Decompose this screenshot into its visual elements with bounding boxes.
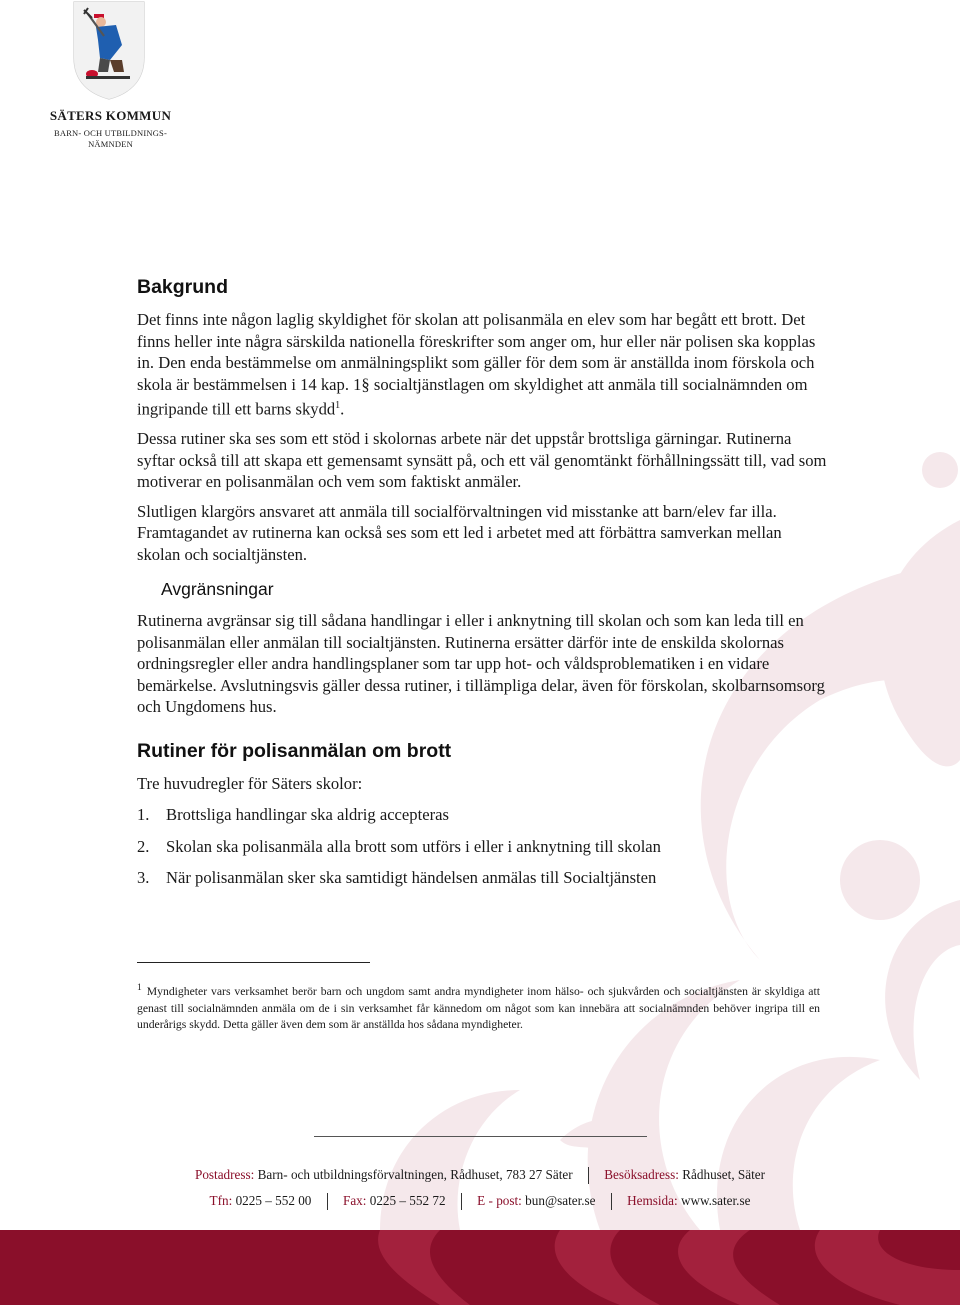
footer-divider (314, 1136, 647, 1137)
document-body (137, 276, 827, 899)
list-item: 2. Skolan ska polisanmäla alla brott som utförs i eller i anknytning till skolan (137, 836, 661, 856)
heading-avgransningar: Avgränsningar (161, 579, 274, 600)
heading-bakgrund: Bakgrund (137, 276, 229, 298)
phone-number: 0225 – 552 00 (235, 1193, 312, 1208)
heading-rutiner: Rutiner för polisanmälan om brott (137, 739, 452, 762)
municipality-logo (48, 0, 173, 155)
email-link[interactable]: bun@sater.se (525, 1193, 596, 1208)
footer-decorative-band (0, 1230, 960, 1305)
paragraph-purpose: Dessa rutiner ska ses som ett stöd i skolornas arbete när det uppstår brottsliga gärningar. Rutinerna syftar också till att skapa ett gemensamt synsätt på, och ett väl genomtänkt förhållningssätt till, vad som motiverar en polisanmälan och vem som faktiskt anmäler. (137, 429, 827, 492)
footnote: $^1$ Myndigheter vars verksamhet berör barn och ungdom samt andra myndigheter inom hälso- och sjukvården och socialtjänsten är skyldiga att genast till socialnämnden anmäla om de i sin verksamhet får kännedom om något som kan innebära att socialnämnden behöver ingripa till en underårigs skydd. Detta gäller även dem som är anställda hos sådana myndigheter. (137, 983, 820, 1031)
footer-separator (611, 1193, 612, 1210)
footnote-divider (137, 962, 370, 963)
org-subtitle: BARN- OCH UTBILDNINGS- NÄMNDEN (53, 128, 167, 149)
list-item: 3. När polisanmälan sker ska samtidigt händelsen anmälas till Socialtjänsten (137, 868, 657, 888)
org-name: SÄTERS KOMMUN (49, 108, 172, 123)
footnote-reference[interactable]: 1 (335, 400, 341, 411)
paragraph-background: Det finns inte någon laglig skyldighet för skolan att polisanmäla en elev som har begått ett brott. Det finns heller inte några särskilda nationella föreskrifter som anger om, hur eller när polisen ska kopplas in. Den enda bestämmelse om anmälningsplikt som gäller för dem som är anställda inom förskola och skola är bestämmelsen i 14 kap. 1§ socialtjänstlagen om skyldighet att anmäla till socialnämnden om ingripande till ett barns skydd$^1$. (137, 310, 816, 419)
rules-intro: Tre huvudregler för Säters skolor: (137, 773, 363, 793)
footer-separator (588, 1167, 589, 1184)
paragraph-scope: Rutinerna avgränsar sig till sådana handlingar i eller i anknytning till skolan och som kan leda till en polisanmälan eller anmälan till socialtjänsten. Rutinerna ersätter därför inte de enskilda skolornas ordningsregler eller andra handlingsplaner som tar upp hot- och våldsproblematiken i en vidare bemärkelse. Avslutningsvis gäller dessa rutiner, i tillämpliga delar, även för förskolan, skolbarnsomsorg och Ungdomens hus. (137, 611, 825, 717)
coat-of-arms-miner-icon (70, 0, 148, 100)
fax-number: 0225 – 552 72 (369, 1193, 446, 1208)
rules-list (137, 804, 827, 889)
footer-contact-line: Tfn: 0225 – 552 00 Fax: 0225 – 552 72 E - post: bun@sater.se Hemsida: www.sater.se (0, 1193, 960, 1210)
footer-separator (327, 1193, 328, 1210)
website-link[interactable]: www.sater.se (680, 1193, 751, 1208)
list-item: 1. Brottsliga handlingar ska aldrig accepteras (137, 805, 449, 825)
footer-separator (461, 1193, 462, 1210)
paragraph-responsibility: Slutligen klargörs ansvaret att anmäla till socialförvaltningen vid misstanke att barn/elev far illa. Framtagandet av rutinerna kan också ses som ett led i arbetet med att förbättra samverkan mellan skolan och socialtjänsten. (137, 501, 782, 564)
footer-address-line: Postadress: Barn- och utbildningsförvaltningen, Rådhuset, 783 27 Säter Besöksadress: Rådhuset, Säter (0, 1167, 960, 1184)
